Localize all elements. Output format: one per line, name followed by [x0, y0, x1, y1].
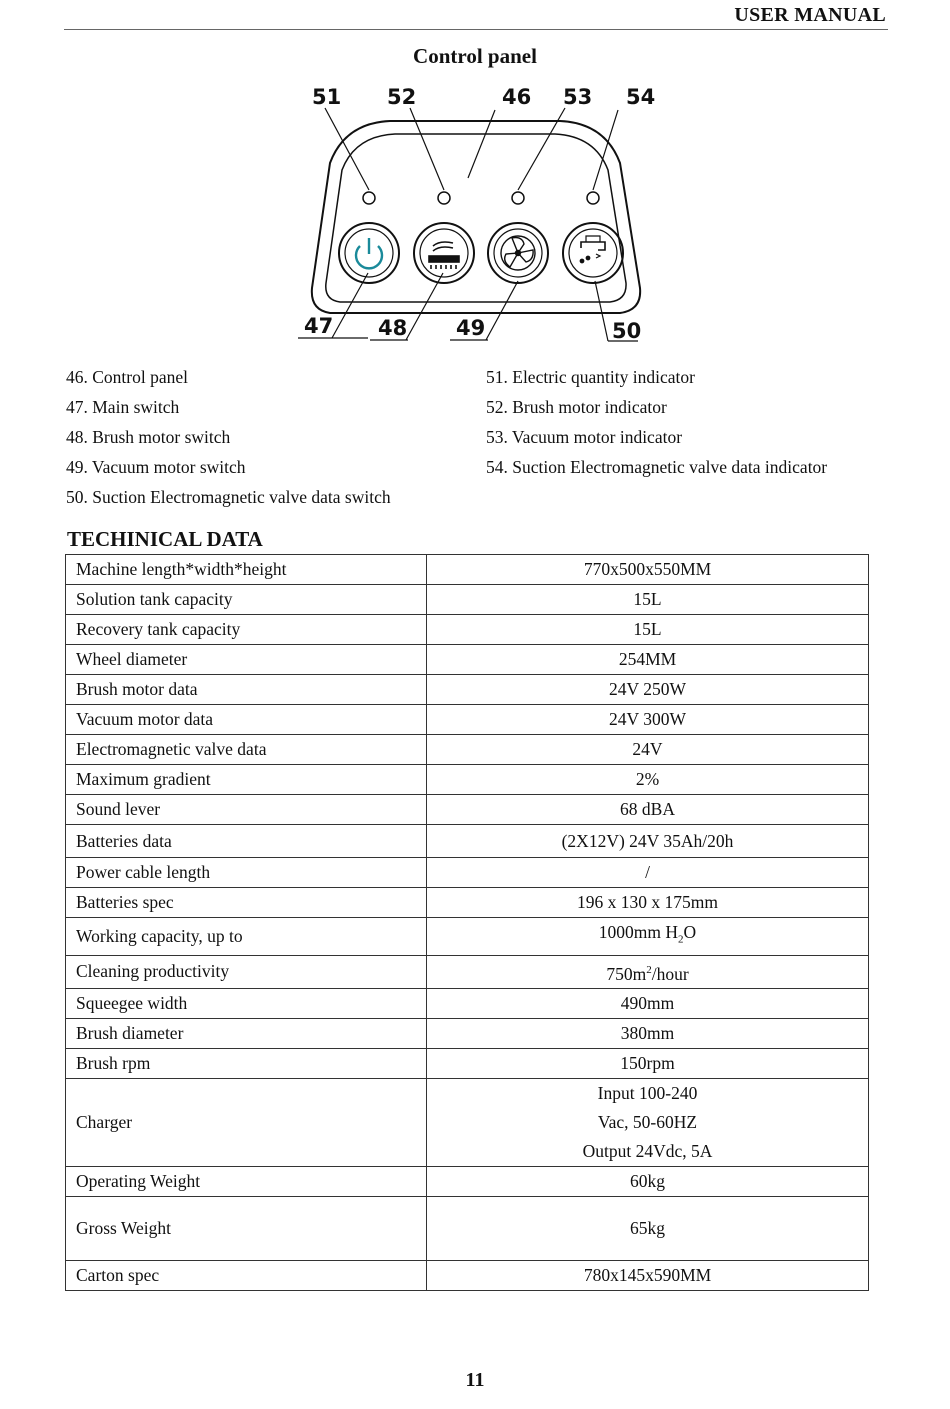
table-row — [66, 585, 869, 615]
legend-item: 49. Vacuum motor switch — [66, 457, 246, 477]
spec-value — [427, 918, 869, 956]
fan-icon — [501, 236, 535, 270]
spec-value: 150rpm — [427, 1049, 869, 1079]
spec-key: Wheel diameter — [66, 645, 427, 675]
table-row — [66, 1049, 869, 1079]
table-row — [66, 645, 869, 675]
spec-key: Carton spec — [66, 1261, 427, 1291]
table-row — [66, 955, 869, 989]
spec-key: Gross Weight — [66, 1197, 427, 1261]
spec-key: Machine length*width*height — [66, 555, 427, 585]
table-row — [66, 1079, 869, 1167]
legend-item: 54. Suction Electromagnetic valve data indicator — [486, 457, 828, 477]
callout-52: 52 — [387, 85, 417, 109]
spec-value: / — [427, 858, 869, 888]
spec-value: 254MM — [427, 645, 869, 675]
table-row — [66, 705, 869, 735]
spec-key: Power cable length — [66, 858, 427, 888]
spec-value: 196 x 130 x 175mm — [427, 888, 869, 918]
spec-key: Sound lever — [66, 795, 427, 825]
spec-value: 780x145x590MM — [427, 1261, 869, 1291]
spec-key: Solution tank capacity — [66, 585, 427, 615]
spec-value: 24V 250W — [427, 675, 869, 705]
legend-item: 53. Vacuum motor indicator — [486, 427, 683, 447]
spec-key: Batteries data — [66, 825, 427, 858]
brush-motor-switch-button — [414, 223, 474, 283]
suction-valve-indicator-light — [587, 192, 599, 204]
power-icon — [356, 238, 382, 268]
brush-motor-indicator-light — [438, 192, 450, 204]
table-row — [66, 555, 869, 585]
callout-49: 49 — [456, 316, 486, 340]
table-row — [66, 795, 869, 825]
callout-54: 54 — [626, 85, 656, 109]
spec-value: 60kg — [427, 1167, 869, 1197]
spec-key: Charger — [66, 1079, 427, 1167]
spec-key: Brush diameter — [66, 1019, 427, 1049]
spec-value: 2% — [427, 765, 869, 795]
spec-value-main: 1000mm H — [598, 922, 679, 942]
suction-valve-icon — [580, 236, 605, 263]
spec-key: Batteries spec — [66, 888, 427, 918]
legend-right-column — [486, 362, 827, 482]
callout-50: 50 — [612, 319, 642, 343]
spec-key: Operating Weight — [66, 1167, 427, 1197]
spec-value-tail: /hour — [651, 963, 689, 984]
electric-quantity-indicator-light — [363, 192, 375, 204]
callout-53: 53 — [563, 85, 593, 109]
table-row — [66, 765, 869, 795]
spec-value: 24V 300W — [427, 705, 869, 735]
header-rule — [64, 29, 888, 30]
table-row — [66, 735, 869, 765]
legend-item: 48. Brush motor switch — [66, 427, 231, 447]
legend-item: 51. Electric quantity indicator — [486, 367, 695, 387]
table-row — [66, 858, 869, 888]
spec-value: 68 dBA — [427, 795, 869, 825]
control-panel-diagram — [290, 78, 660, 350]
spec-value: (2X12V) 24V 35Ah/20h — [427, 825, 869, 858]
spec-key: Recovery tank capacity — [66, 615, 427, 645]
legend-item: 52. Brush motor indicator — [486, 397, 667, 417]
spec-value: 490mm — [427, 989, 869, 1019]
brush-icon — [429, 242, 459, 269]
legend-item: 50. Suction Electromagnetic valve data switch — [66, 487, 391, 507]
callout-47: 47 — [304, 314, 334, 338]
spec-key: Vacuum motor data — [66, 705, 427, 735]
table-row — [66, 918, 869, 956]
spec-key: Squeegee width — [66, 989, 427, 1019]
spec-key: Brush motor data — [66, 675, 427, 705]
table-row — [66, 1261, 869, 1291]
spec-value: 15L — [427, 615, 869, 645]
page-number: 11 — [465, 1369, 485, 1391]
technical-data-table — [65, 554, 869, 1291]
spec-key: Working capacity, up to — [66, 918, 427, 956]
charger-line: Vac, 50-60HZ — [597, 1112, 698, 1133]
table-row — [66, 825, 869, 858]
panel-outer-outline — [312, 121, 640, 313]
table-row — [66, 888, 869, 918]
charger-line: Input 100-240 — [597, 1083, 698, 1104]
spec-value-tail: O — [683, 922, 697, 942]
charger-line: Output 24Vdc, 5A — [582, 1141, 713, 1162]
technical-data-title: TECHINICAL DATA — [67, 527, 263, 551]
vacuum-motor-indicator-light — [512, 192, 524, 204]
spec-key: Electromagnetic valve data — [66, 735, 427, 765]
table-row — [66, 989, 869, 1019]
suction-valve-switch-button — [563, 223, 623, 283]
spec-value-superscript: 2 — [646, 963, 652, 976]
spec-key: Cleaning productivity — [66, 955, 427, 989]
table-row — [66, 675, 869, 705]
header-title: USER MANUAL — [734, 4, 886, 26]
spec-key: Maximum gradient — [66, 765, 427, 795]
table-row — [66, 1197, 869, 1261]
table-row — [66, 615, 869, 645]
spec-value: 24V — [427, 735, 869, 765]
spec-value-subscript: 2 — [678, 933, 684, 946]
spec-value: 65kg — [427, 1197, 869, 1261]
table-row — [66, 1167, 869, 1197]
spec-value: 15L — [427, 585, 869, 615]
callout-48: 48 — [378, 316, 408, 340]
table-row — [66, 1019, 869, 1049]
section-title: Control panel — [413, 44, 537, 68]
callout-51: 51 — [312, 85, 342, 109]
spec-value: 770x500x550MM — [427, 555, 869, 585]
spec-value — [427, 1079, 869, 1167]
legend-item: 47. Main switch — [66, 397, 180, 417]
spec-value — [427, 955, 869, 989]
spec-value-main: 750m — [606, 963, 647, 984]
legend-left-column — [66, 362, 391, 512]
legend-item: 46. Control panel — [66, 367, 188, 387]
spec-value: 380mm — [427, 1019, 869, 1049]
spec-key: Brush rpm — [66, 1049, 427, 1079]
callout-46: 46 — [502, 85, 532, 109]
